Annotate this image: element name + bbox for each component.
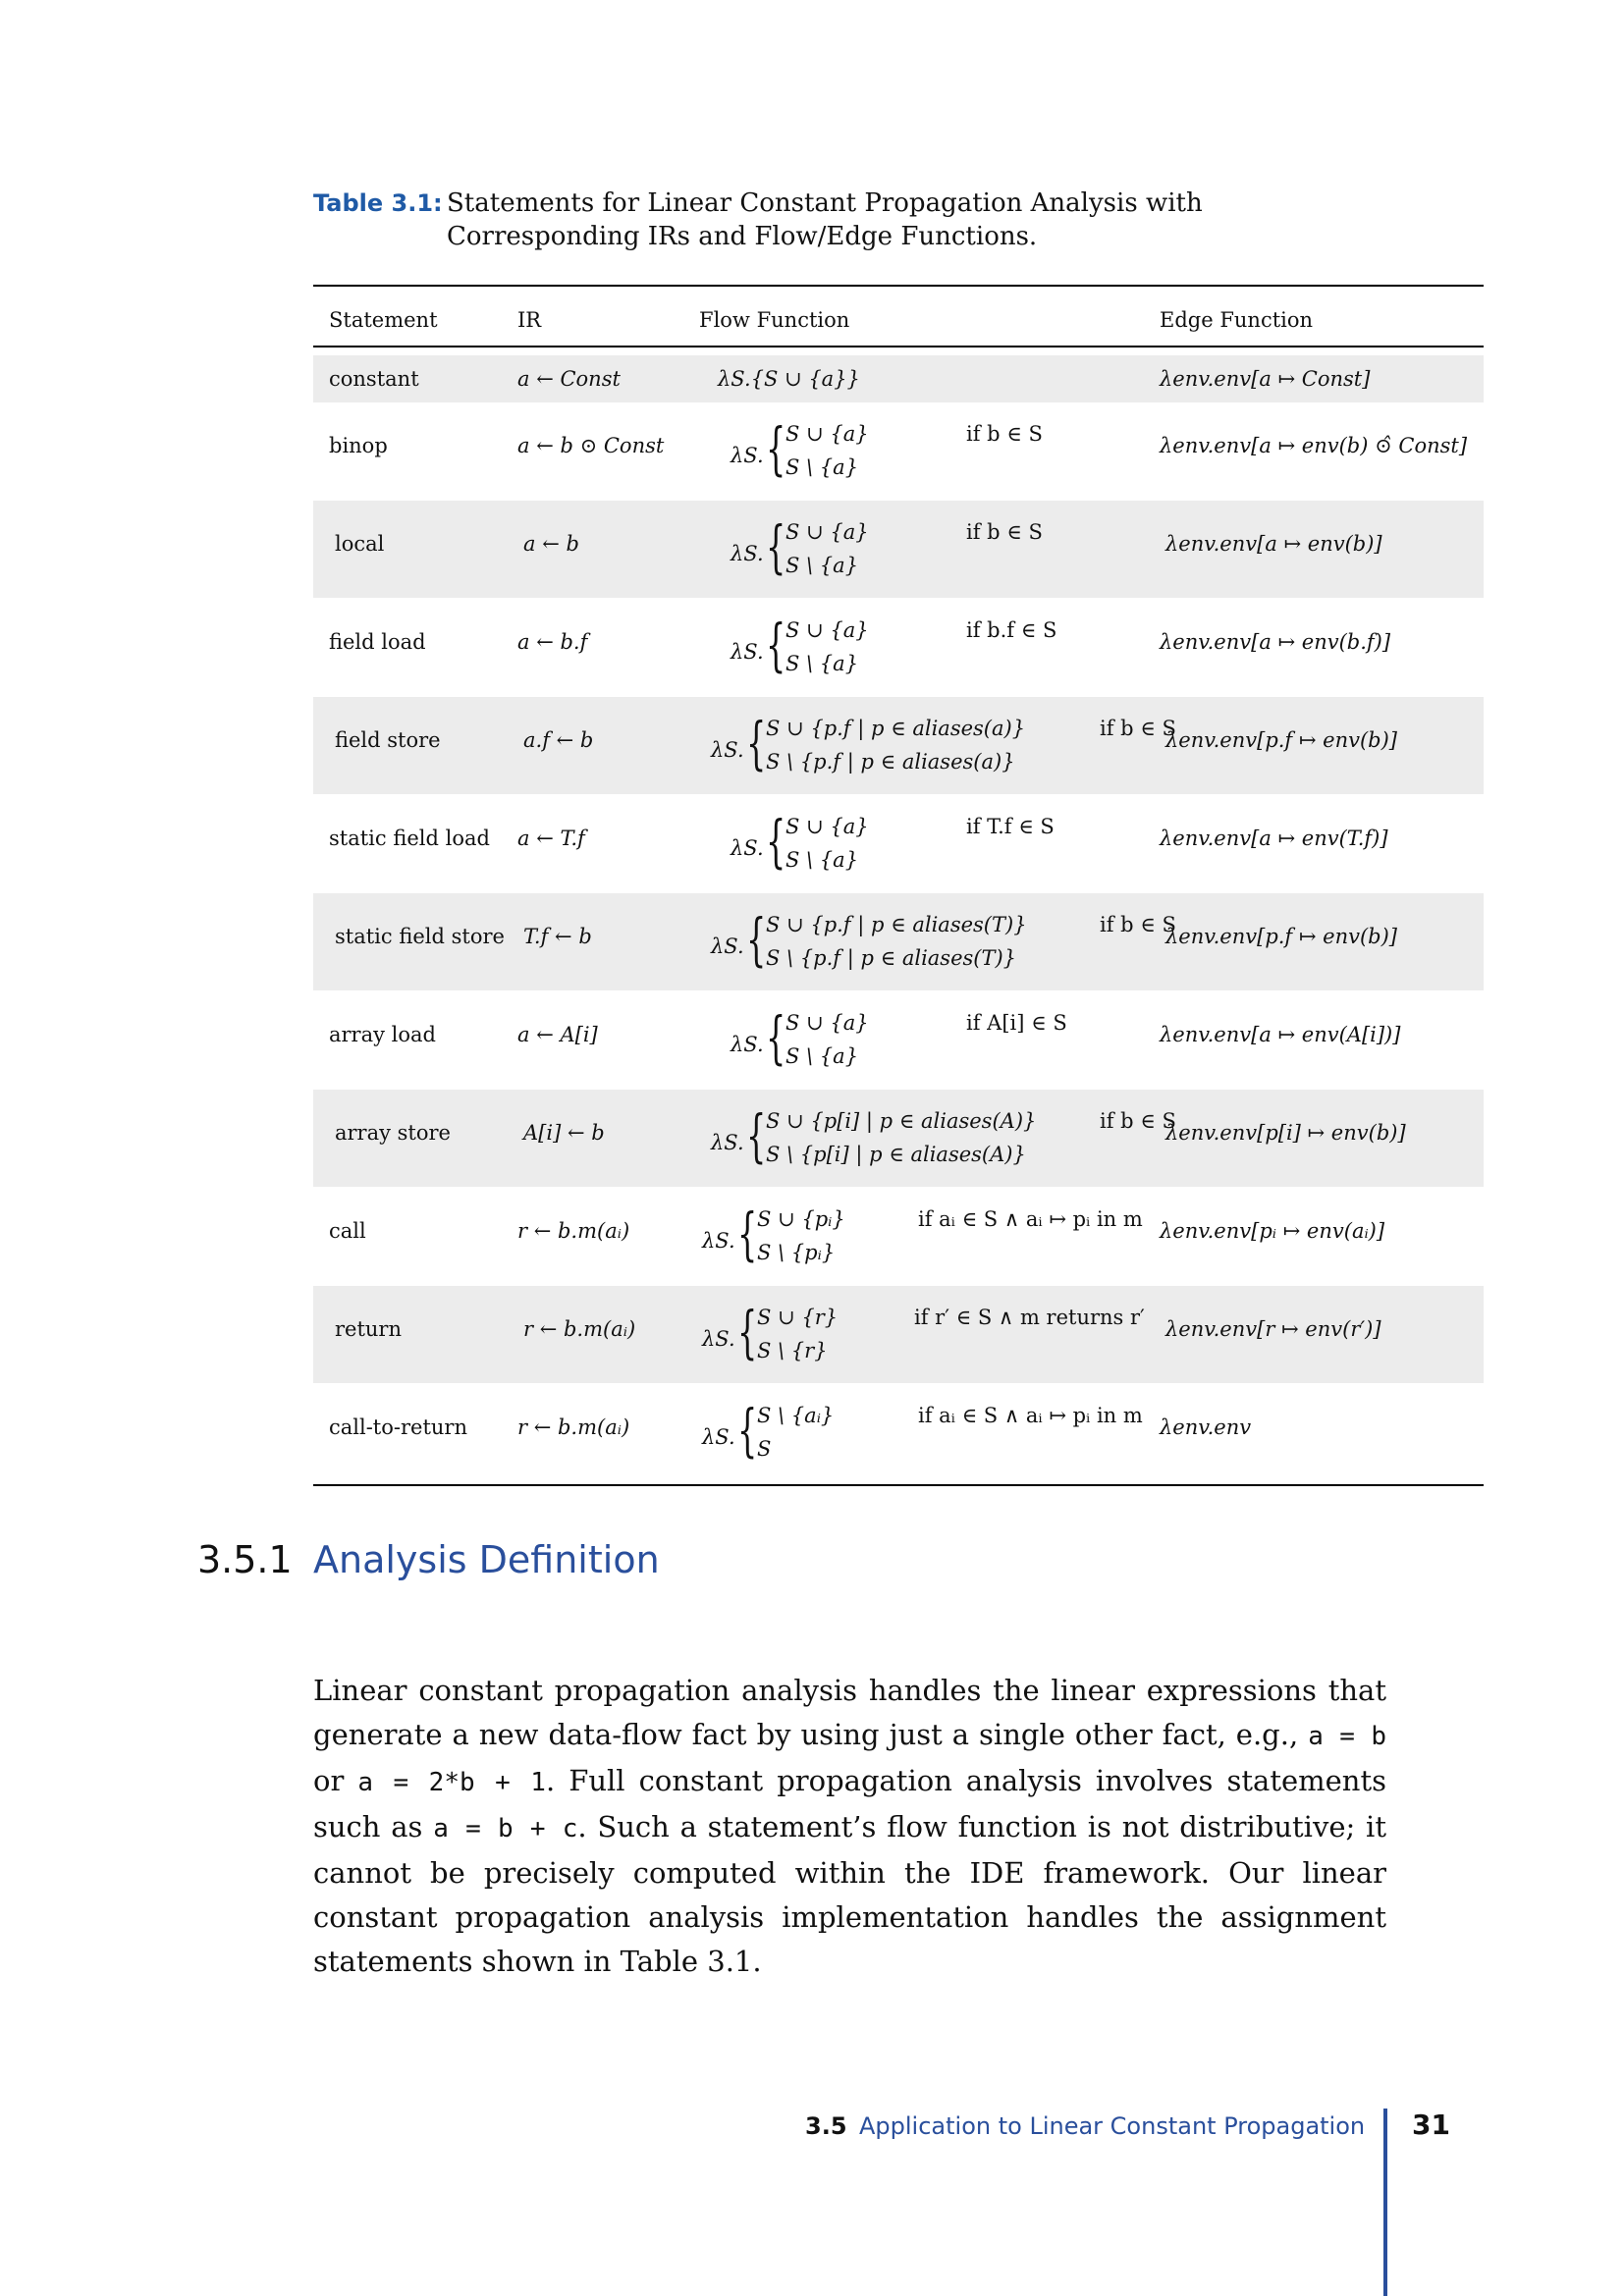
flow-case-2: S \ {a}	[785, 1044, 859, 1068]
cell-statement: constant	[329, 367, 419, 391]
cell-flow-function: λS.{S ∪ {a}}	[718, 367, 860, 391]
cell-statement: return	[335, 1317, 402, 1341]
flow-lambda: λS.	[731, 640, 764, 664]
flow-condition: if b.f ∈ S	[966, 618, 1057, 642]
flow-case-1: S ∪ {a}	[785, 422, 869, 446]
cell-statement: call-to-return	[329, 1415, 467, 1439]
cell-statement: binop	[329, 434, 388, 457]
flow-case-1: S ∪ {a}	[785, 815, 869, 838]
case-brace-icon: {	[737, 1201, 758, 1267]
table-row	[313, 1384, 1484, 1481]
case-brace-icon: {	[737, 1299, 758, 1365]
flow-condition: if b ∈ S	[966, 520, 1043, 544]
table-row	[313, 697, 1484, 794]
flow-lambda: λS.	[711, 934, 744, 958]
flow-condition: if b ∈ S	[1100, 913, 1176, 936]
flow-lambda: λS.	[702, 1425, 735, 1449]
flow-condition: if b ∈ S	[1100, 1109, 1176, 1133]
header-ir: IR	[517, 308, 542, 332]
cell-ir: r ← b.m(aᵢ)	[517, 1415, 630, 1439]
table-row	[313, 1188, 1484, 1285]
flow-case-2: S \ {p.f | p ∈ aliases(T)}	[766, 946, 1017, 970]
footer-section-number: 3.5	[805, 2112, 847, 2140]
flow-condition: if b ∈ S	[966, 422, 1043, 446]
table-row	[313, 355, 1484, 402]
code-snippet: a = 2*b + 1	[357, 1768, 546, 1797]
flow-case-2: S \ {p.f | p ∈ aliases(a)}	[766, 750, 1015, 774]
flow-condition: if aᵢ ∈ S ∧ aᵢ ↦ pᵢ in m	[918, 1207, 1143, 1231]
flow-case-1: S ∪ {pᵢ}	[757, 1207, 845, 1231]
cell-edge-function: λenv.env[a ↦ env(b) ⊙̂ Const]	[1160, 434, 1468, 457]
paragraph-text: . Full constant propagation analysis involves statements such as	[313, 1764, 1387, 1843]
case-brace-icon: {	[766, 612, 786, 678]
flow-case-2: S \ {a}	[785, 848, 859, 872]
body-paragraph	[313, 1669, 1386, 1984]
section-title: Analysis Definition	[313, 1538, 660, 1581]
cell-edge-function: λenv.env[a ↦ env(T.f)]	[1160, 827, 1388, 850]
cell-ir: a.f ← b	[523, 728, 594, 752]
flow-condition: if b ∈ S	[1100, 717, 1176, 740]
caption-text: Statements for Linear Constant Propagation Analysis with Corresponding IRs and Flow/Edge Functions.	[447, 188, 1203, 251]
table-header	[313, 285, 1484, 347]
cell-ir: a ← Const	[517, 367, 621, 391]
cell-edge-function: λenv.env[p[i] ↦ env(b)]	[1165, 1121, 1406, 1145]
code-snippet: a = b	[1308, 1722, 1386, 1751]
flow-case-2: S \ {a}	[785, 455, 859, 479]
cell-statement: call	[329, 1219, 366, 1243]
table-row	[313, 991, 1484, 1089]
flow-condition: if r′ ∈ S ∧ m returns r′	[914, 1306, 1145, 1329]
cell-edge-function: λenv.env[pᵢ ↦ env(aᵢ)]	[1160, 1219, 1385, 1243]
case-brace-icon: {	[766, 415, 786, 482]
cell-ir: a ← T.f	[517, 827, 585, 850]
page-number: 31	[1412, 2109, 1450, 2141]
cell-ir: T.f ← b	[523, 925, 592, 948]
flow-lambda: λS.	[731, 1033, 764, 1056]
case-brace-icon: {	[746, 1102, 767, 1169]
table-bottom-rule	[313, 1484, 1484, 1486]
flow-case-1: S ∪ {a}	[785, 520, 869, 544]
header-rule	[313, 346, 1484, 347]
flow-case-2: S \ {p[i] | p ∈ aliases(A)}	[766, 1143, 1026, 1166]
table-row	[313, 795, 1484, 892]
header-flow-function: Flow Function	[699, 308, 850, 332]
cell-statement: static field store	[335, 925, 505, 948]
flow-lambda: λS.	[702, 1327, 735, 1351]
section-heading	[197, 1538, 660, 1581]
case-brace-icon: {	[766, 808, 786, 875]
flow-case-1: S ∪ {p[i] | p ∈ aliases(A)}	[766, 1109, 1037, 1133]
case-brace-icon: {	[766, 1004, 786, 1071]
cell-ir: r ← b.m(aᵢ)	[523, 1317, 636, 1341]
table-row	[313, 402, 1484, 500]
cell-ir: a ← b.f	[517, 630, 588, 654]
cell-statement: field load	[329, 630, 426, 654]
cell-edge-function: λenv.env[a ↦ env(b.f)]	[1160, 630, 1391, 654]
cell-edge-function: λenv.env[a ↦ env(A[i])]	[1160, 1023, 1401, 1046]
cell-edge-function: λenv.env	[1160, 1415, 1252, 1439]
flow-case-1: S \ {aᵢ}	[757, 1404, 835, 1427]
cell-statement: local	[335, 532, 385, 556]
flow-condition: if aᵢ ∈ S ∧ aᵢ ↦ pᵢ in m	[918, 1404, 1143, 1427]
cell-edge-function: λenv.env[a ↦ Const]	[1160, 367, 1371, 391]
flow-case-1: S ∪ {a}	[785, 618, 869, 642]
cell-statement: static field load	[329, 827, 490, 850]
cell-edge-function: λenv.env[p.f ↦ env(b)]	[1165, 728, 1397, 752]
cell-edge-function: λenv.env[a ↦ env(b)]	[1165, 532, 1382, 556]
flow-case-1: S ∪ {p.f | p ∈ aliases(T)}	[766, 913, 1027, 936]
flow-case-2: S \ {a}	[785, 554, 859, 577]
cell-ir: A[i] ← b	[523, 1121, 605, 1145]
cell-statement: array load	[329, 1023, 436, 1046]
cell-statement: field store	[335, 728, 441, 752]
flow-case-2: S \ {pᵢ}	[757, 1241, 836, 1264]
paragraph-text: . Such a statement’s flow function is not distributive; it cannot be precisely computed within the IDE framework. Our linear constant propagation analysis implementation handles the assignment statements shown in Table 3.1.	[313, 1810, 1386, 1978]
table-row	[313, 893, 1484, 990]
section-number: 3.5.1	[197, 1538, 293, 1581]
paragraph-text: or	[313, 1764, 345, 1797]
flow-lambda: λS.	[731, 836, 764, 860]
cell-statement: array store	[335, 1121, 451, 1145]
table-row	[313, 599, 1484, 696]
cell-ir: a ← A[i]	[517, 1023, 598, 1046]
flow-lambda: λS.	[731, 542, 764, 565]
flow-lambda: λS.	[702, 1229, 735, 1253]
footer-accent-bar	[1383, 2109, 1387, 2296]
code-snippet: a = b + c	[433, 1814, 578, 1843]
header-edge-function: Edge Function	[1160, 308, 1314, 332]
flow-case-2: S \ {r}	[757, 1339, 828, 1362]
flow-case-2: S \ {a}	[785, 652, 859, 675]
flow-case-1: S ∪ {r}	[757, 1306, 839, 1329]
flow-condition: if T.f ∈ S	[966, 815, 1055, 838]
table-row	[313, 1090, 1484, 1187]
cell-edge-function: λenv.env[r ↦ env(r′)]	[1165, 1317, 1381, 1341]
flow-lambda: λS.	[731, 444, 764, 467]
flow-case-2: S	[757, 1437, 772, 1461]
table-row	[313, 501, 1484, 598]
header-statement: Statement	[329, 308, 438, 332]
cell-edge-function: λenv.env[p.f ↦ env(b)]	[1165, 925, 1397, 948]
flow-lambda: λS.	[711, 1131, 744, 1154]
table-row	[313, 1286, 1484, 1383]
case-brace-icon: {	[766, 513, 786, 580]
case-brace-icon: {	[746, 710, 767, 776]
paragraph-text: Linear constant propagation analysis handles the linear expressions that generate a new data-flow fact by using just a single other fact, e.g.,	[313, 1674, 1386, 1751]
caption-label: Table 3.1:	[313, 189, 443, 217]
cell-ir: r ← b.m(aᵢ)	[517, 1219, 630, 1243]
case-brace-icon: {	[746, 906, 767, 973]
flow-case-1: S ∪ {a}	[785, 1011, 869, 1035]
cell-ir: a ← b	[523, 532, 579, 556]
case-brace-icon: {	[737, 1397, 758, 1464]
flow-case-1: S ∪ {p.f | p ∈ aliases(a)}	[766, 717, 1026, 740]
cell-ir: a ← b ⊙ Const	[517, 434, 665, 457]
flow-lambda: λS.	[711, 738, 744, 762]
footer-section-title: Application to Linear Constant Propagation	[859, 2112, 1366, 2140]
flow-condition: if A[i] ∈ S	[966, 1011, 1067, 1035]
